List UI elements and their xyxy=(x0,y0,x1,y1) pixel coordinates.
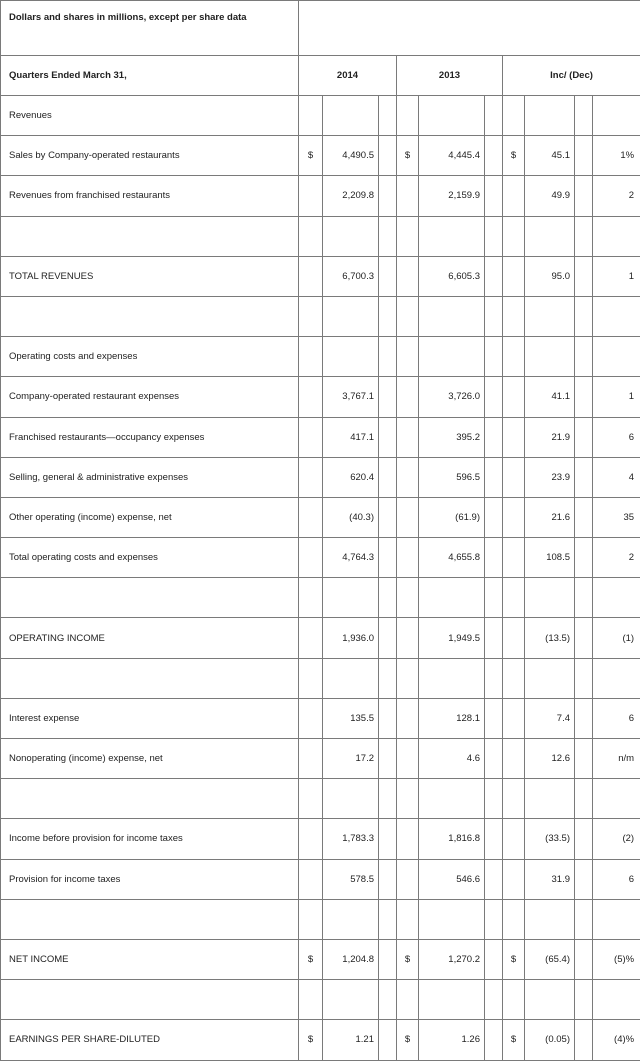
empty-cell xyxy=(299,337,323,377)
blank-cell xyxy=(397,578,419,618)
blank-cell xyxy=(575,296,593,336)
spacer-cell xyxy=(575,698,593,738)
blank-cell xyxy=(323,216,379,256)
percent-change: 4 xyxy=(593,457,640,497)
blank-cell xyxy=(485,296,503,336)
table-row xyxy=(1,618,640,658)
currency-change xyxy=(503,698,525,738)
blank-cell xyxy=(379,779,397,819)
title-spacer xyxy=(299,1,640,56)
blank-cell xyxy=(575,658,593,698)
spacer-cell xyxy=(379,377,397,417)
section-row xyxy=(1,337,640,377)
value-2014: 620.4 xyxy=(323,457,379,497)
blank-row xyxy=(1,296,640,336)
row-label: Total operating costs and expenses xyxy=(1,538,299,578)
blank-label-cell xyxy=(1,980,299,1020)
blank-row xyxy=(1,578,640,618)
table-row xyxy=(1,859,640,899)
blank-cell xyxy=(485,216,503,256)
blank-cell xyxy=(525,296,575,336)
empty-cell xyxy=(575,337,593,377)
section-label: Operating costs and expenses xyxy=(1,337,299,377)
table-row xyxy=(1,1020,640,1060)
empty-cell xyxy=(419,96,485,136)
currency-change: $ xyxy=(503,136,525,176)
value-change: 95.0 xyxy=(525,256,575,296)
currency-2014: $ xyxy=(299,939,323,979)
value-2013: 596.5 xyxy=(419,457,485,497)
empty-cell xyxy=(485,96,503,136)
blank-cell xyxy=(593,658,640,698)
empty-cell xyxy=(485,337,503,377)
currency-2013 xyxy=(397,859,419,899)
empty-cell xyxy=(323,96,379,136)
blank-label-cell xyxy=(1,216,299,256)
value-change: 7.4 xyxy=(525,698,575,738)
spacer-cell xyxy=(485,819,503,859)
currency-2013 xyxy=(397,377,419,417)
spacer-cell xyxy=(575,136,593,176)
currency-2014: $ xyxy=(299,136,323,176)
value-2014: 1,783.3 xyxy=(323,819,379,859)
blank-cell xyxy=(299,216,323,256)
spacer-cell xyxy=(575,538,593,578)
table-title: Dollars and shares in millions, except per share data xyxy=(1,1,299,56)
row-label: Other operating (income) expense, net xyxy=(1,497,299,537)
blank-cell xyxy=(397,216,419,256)
spacer-cell xyxy=(379,457,397,497)
percent-change: 2 xyxy=(593,176,640,216)
table-row xyxy=(1,939,640,979)
currency-change: $ xyxy=(503,939,525,979)
spacer-cell xyxy=(379,538,397,578)
row-label: Interest expense xyxy=(1,698,299,738)
empty-cell xyxy=(503,337,525,377)
value-2013: 395.2 xyxy=(419,417,485,457)
table-row xyxy=(1,739,640,779)
value-change: (0.05) xyxy=(525,1020,575,1060)
blank-cell xyxy=(397,980,419,1020)
percent-change: (1) xyxy=(593,618,640,658)
percent-change: 6 xyxy=(593,698,640,738)
currency-change xyxy=(503,859,525,899)
blank-row xyxy=(1,216,640,256)
blank-cell xyxy=(299,980,323,1020)
empty-cell xyxy=(323,337,379,377)
value-2013: 1.26 xyxy=(419,1020,485,1060)
empty-cell xyxy=(525,96,575,136)
column-header-row xyxy=(1,56,640,96)
currency-2014 xyxy=(299,176,323,216)
blank-label-cell xyxy=(1,578,299,618)
currency-2014 xyxy=(299,819,323,859)
spacer-cell xyxy=(575,377,593,417)
percent-change: 1% xyxy=(593,136,640,176)
blank-cell xyxy=(503,980,525,1020)
blank-cell xyxy=(593,216,640,256)
spacer-cell xyxy=(485,739,503,779)
value-change: 45.1 xyxy=(525,136,575,176)
blank-cell xyxy=(503,658,525,698)
spacer-cell xyxy=(485,377,503,417)
currency-2013: $ xyxy=(397,939,419,979)
currency-2014 xyxy=(299,256,323,296)
spacer-cell xyxy=(485,136,503,176)
value-2014: 135.5 xyxy=(323,698,379,738)
currency-change xyxy=(503,618,525,658)
table-row xyxy=(1,377,640,417)
blank-label-cell xyxy=(1,779,299,819)
column-header-change: Inc/ (Dec) xyxy=(503,56,640,96)
row-label: OPERATING INCOME xyxy=(1,618,299,658)
spacer-cell xyxy=(485,457,503,497)
value-2014: 417.1 xyxy=(323,417,379,457)
blank-cell xyxy=(419,779,485,819)
percent-change: 6 xyxy=(593,859,640,899)
row-label: Nonoperating (income) expense, net xyxy=(1,739,299,779)
value-2014: 1.21 xyxy=(323,1020,379,1060)
blank-cell xyxy=(485,980,503,1020)
blank-row xyxy=(1,899,640,939)
blank-cell xyxy=(299,296,323,336)
empty-cell xyxy=(593,96,640,136)
blank-cell xyxy=(503,216,525,256)
percent-change: 1 xyxy=(593,256,640,296)
spacer-cell xyxy=(575,819,593,859)
currency-2013 xyxy=(397,457,419,497)
value-2013: (61.9) xyxy=(419,497,485,537)
blank-cell xyxy=(379,578,397,618)
value-2013: 128.1 xyxy=(419,698,485,738)
currency-2014: $ xyxy=(299,1020,323,1060)
table-row xyxy=(1,457,640,497)
empty-cell xyxy=(593,337,640,377)
blank-cell xyxy=(323,980,379,1020)
blank-cell xyxy=(525,216,575,256)
blank-cell xyxy=(525,658,575,698)
spacer-cell xyxy=(575,618,593,658)
blank-label-cell xyxy=(1,899,299,939)
currency-change xyxy=(503,739,525,779)
blank-cell xyxy=(379,980,397,1020)
spacer-cell xyxy=(485,256,503,296)
blank-cell xyxy=(397,779,419,819)
currency-2013 xyxy=(397,618,419,658)
percent-change: n/m xyxy=(593,739,640,779)
blank-label-cell xyxy=(1,296,299,336)
empty-cell xyxy=(525,337,575,377)
blank-cell xyxy=(419,899,485,939)
blank-cell xyxy=(419,980,485,1020)
spacer-cell xyxy=(485,618,503,658)
spacer-cell xyxy=(575,739,593,779)
currency-change xyxy=(503,417,525,457)
currency-change xyxy=(503,256,525,296)
spacer-cell xyxy=(379,417,397,457)
value-change: 21.6 xyxy=(525,497,575,537)
currency-2013 xyxy=(397,417,419,457)
spacer-cell xyxy=(379,859,397,899)
blank-cell xyxy=(379,899,397,939)
empty-cell xyxy=(397,96,419,136)
value-2013: 1,816.8 xyxy=(419,819,485,859)
spacer-cell xyxy=(575,859,593,899)
blank-cell xyxy=(419,216,485,256)
row-label: NET INCOME xyxy=(1,939,299,979)
value-2014: (40.3) xyxy=(323,497,379,537)
value-2014: 17.2 xyxy=(323,739,379,779)
currency-2013 xyxy=(397,256,419,296)
currency-2014 xyxy=(299,698,323,738)
spacer-cell xyxy=(485,859,503,899)
spacer-cell xyxy=(485,1020,503,1060)
value-2013: 1,270.2 xyxy=(419,939,485,979)
blank-cell xyxy=(575,980,593,1020)
row-label: Revenues from franchised restaurants xyxy=(1,176,299,216)
currency-2013 xyxy=(397,176,419,216)
spacer-cell xyxy=(575,1020,593,1060)
blank-cell xyxy=(575,779,593,819)
currency-2014 xyxy=(299,618,323,658)
blank-cell xyxy=(299,578,323,618)
row-label: Income before provision for income taxes xyxy=(1,819,299,859)
table-row xyxy=(1,136,640,176)
value-2013: 4.6 xyxy=(419,739,485,779)
currency-2014 xyxy=(299,538,323,578)
empty-cell xyxy=(397,337,419,377)
value-2014: 6,700.3 xyxy=(323,256,379,296)
percent-change: 2 xyxy=(593,538,640,578)
row-label: Selling, general & administrative expenses xyxy=(1,457,299,497)
currency-2014 xyxy=(299,457,323,497)
value-2014: 4,490.5 xyxy=(323,136,379,176)
period-label: Quarters Ended March 31, xyxy=(1,56,299,96)
blank-label-cell xyxy=(1,658,299,698)
row-label: Sales by Company-operated restaurants xyxy=(1,136,299,176)
value-2013: 3,726.0 xyxy=(419,377,485,417)
empty-cell xyxy=(379,337,397,377)
spacer-cell xyxy=(575,939,593,979)
spacer-cell xyxy=(575,457,593,497)
blank-cell xyxy=(593,899,640,939)
blank-cell xyxy=(575,216,593,256)
blank-cell xyxy=(419,296,485,336)
blank-cell xyxy=(299,899,323,939)
currency-change xyxy=(503,176,525,216)
blank-cell xyxy=(379,658,397,698)
blank-row xyxy=(1,779,640,819)
value-2013: 4,445.4 xyxy=(419,136,485,176)
spacer-cell xyxy=(485,538,503,578)
blank-cell xyxy=(485,578,503,618)
currency-2014 xyxy=(299,377,323,417)
blank-cell xyxy=(299,658,323,698)
blank-cell xyxy=(575,578,593,618)
value-change: 41.1 xyxy=(525,377,575,417)
row-label: Franchised restaurants—occupancy expenses xyxy=(1,417,299,457)
blank-cell xyxy=(323,578,379,618)
spacer-cell xyxy=(379,497,397,537)
table-row xyxy=(1,698,640,738)
value-2014: 3,767.1 xyxy=(323,377,379,417)
blank-cell xyxy=(503,578,525,618)
currency-change xyxy=(503,377,525,417)
currency-2014 xyxy=(299,859,323,899)
percent-change: (4)% xyxy=(593,1020,640,1060)
currency-2013 xyxy=(397,497,419,537)
blank-cell xyxy=(419,658,485,698)
value-2014: 4,764.3 xyxy=(323,538,379,578)
table-row xyxy=(1,538,640,578)
currency-2013 xyxy=(397,819,419,859)
blank-cell xyxy=(593,296,640,336)
title-row xyxy=(1,1,640,56)
currency-2013: $ xyxy=(397,1020,419,1060)
currency-2013: $ xyxy=(397,136,419,176)
blank-cell xyxy=(575,899,593,939)
value-change: (65.4) xyxy=(525,939,575,979)
value-2014: 2,209.8 xyxy=(323,176,379,216)
spacer-cell xyxy=(485,417,503,457)
blank-cell xyxy=(593,980,640,1020)
spacer-cell xyxy=(485,698,503,738)
currency-change: $ xyxy=(503,1020,525,1060)
currency-2013 xyxy=(397,538,419,578)
blank-cell xyxy=(397,899,419,939)
currency-2014 xyxy=(299,417,323,457)
spacer-cell xyxy=(485,497,503,537)
value-2013: 546.6 xyxy=(419,859,485,899)
table-row xyxy=(1,256,640,296)
blank-cell xyxy=(397,296,419,336)
value-change: (13.5) xyxy=(525,618,575,658)
row-label: Provision for income taxes xyxy=(1,859,299,899)
blank-cell xyxy=(379,216,397,256)
table-row xyxy=(1,497,640,537)
blank-cell xyxy=(525,779,575,819)
empty-cell xyxy=(379,96,397,136)
blank-cell xyxy=(299,779,323,819)
blank-cell xyxy=(593,779,640,819)
spacer-cell xyxy=(379,256,397,296)
currency-change xyxy=(503,819,525,859)
value-2013: 4,655.8 xyxy=(419,538,485,578)
blank-cell xyxy=(323,658,379,698)
spacer-cell xyxy=(575,417,593,457)
blank-cell xyxy=(503,296,525,336)
currency-change xyxy=(503,457,525,497)
section-label: Revenues xyxy=(1,96,299,136)
percent-change: 6 xyxy=(593,417,640,457)
spacer-cell xyxy=(379,739,397,779)
value-2014: 578.5 xyxy=(323,859,379,899)
column-header-2013: 2013 xyxy=(397,56,503,96)
row-label: TOTAL REVENUES xyxy=(1,256,299,296)
value-change: 49.9 xyxy=(525,176,575,216)
empty-cell xyxy=(299,96,323,136)
spacer-cell xyxy=(575,497,593,537)
currency-change xyxy=(503,538,525,578)
blank-row xyxy=(1,980,640,1020)
blank-cell xyxy=(525,578,575,618)
blank-cell xyxy=(397,658,419,698)
blank-cell xyxy=(379,296,397,336)
blank-cell xyxy=(485,779,503,819)
value-change: 12.6 xyxy=(525,739,575,779)
empty-cell xyxy=(419,337,485,377)
spacer-cell xyxy=(379,136,397,176)
spacer-cell xyxy=(575,176,593,216)
spacer-cell xyxy=(485,939,503,979)
blank-cell xyxy=(485,899,503,939)
table-row xyxy=(1,417,640,457)
value-change: (33.5) xyxy=(525,819,575,859)
value-2014: 1,204.8 xyxy=(323,939,379,979)
spacer-cell xyxy=(485,176,503,216)
blank-cell xyxy=(503,899,525,939)
spacer-cell xyxy=(379,176,397,216)
percent-change: (2) xyxy=(593,819,640,859)
spacer-cell xyxy=(575,256,593,296)
percent-change: (5)% xyxy=(593,939,640,979)
percent-change: 35 xyxy=(593,497,640,537)
blank-cell xyxy=(419,578,485,618)
value-change: 21.9 xyxy=(525,417,575,457)
blank-cell xyxy=(323,899,379,939)
currency-2013 xyxy=(397,698,419,738)
blank-cell xyxy=(593,578,640,618)
spacer-cell xyxy=(379,819,397,859)
currency-2014 xyxy=(299,739,323,779)
percent-change: 1 xyxy=(593,377,640,417)
blank-cell xyxy=(525,980,575,1020)
value-change: 108.5 xyxy=(525,538,575,578)
empty-cell xyxy=(503,96,525,136)
value-change: 31.9 xyxy=(525,859,575,899)
value-2013: 2,159.9 xyxy=(419,176,485,216)
section-row xyxy=(1,96,640,136)
currency-2014 xyxy=(299,497,323,537)
value-2014: 1,936.0 xyxy=(323,618,379,658)
table-row xyxy=(1,176,640,216)
value-2013: 6,605.3 xyxy=(419,256,485,296)
spacer-cell xyxy=(379,939,397,979)
blank-cell xyxy=(485,658,503,698)
row-label: Company-operated restaurant expenses xyxy=(1,377,299,417)
blank-cell xyxy=(323,296,379,336)
value-change: 23.9 xyxy=(525,457,575,497)
column-header-2014: 2014 xyxy=(299,56,397,96)
row-label: EARNINGS PER SHARE-DILUTED xyxy=(1,1020,299,1060)
blank-row xyxy=(1,658,640,698)
currency-2013 xyxy=(397,739,419,779)
spacer-cell xyxy=(379,1020,397,1060)
blank-cell xyxy=(525,899,575,939)
spacer-cell xyxy=(379,618,397,658)
blank-cell xyxy=(323,779,379,819)
currency-change xyxy=(503,497,525,537)
value-2013: 1,949.5 xyxy=(419,618,485,658)
empty-cell xyxy=(575,96,593,136)
blank-cell xyxy=(503,779,525,819)
spacer-cell xyxy=(379,698,397,738)
table-row xyxy=(1,819,640,859)
